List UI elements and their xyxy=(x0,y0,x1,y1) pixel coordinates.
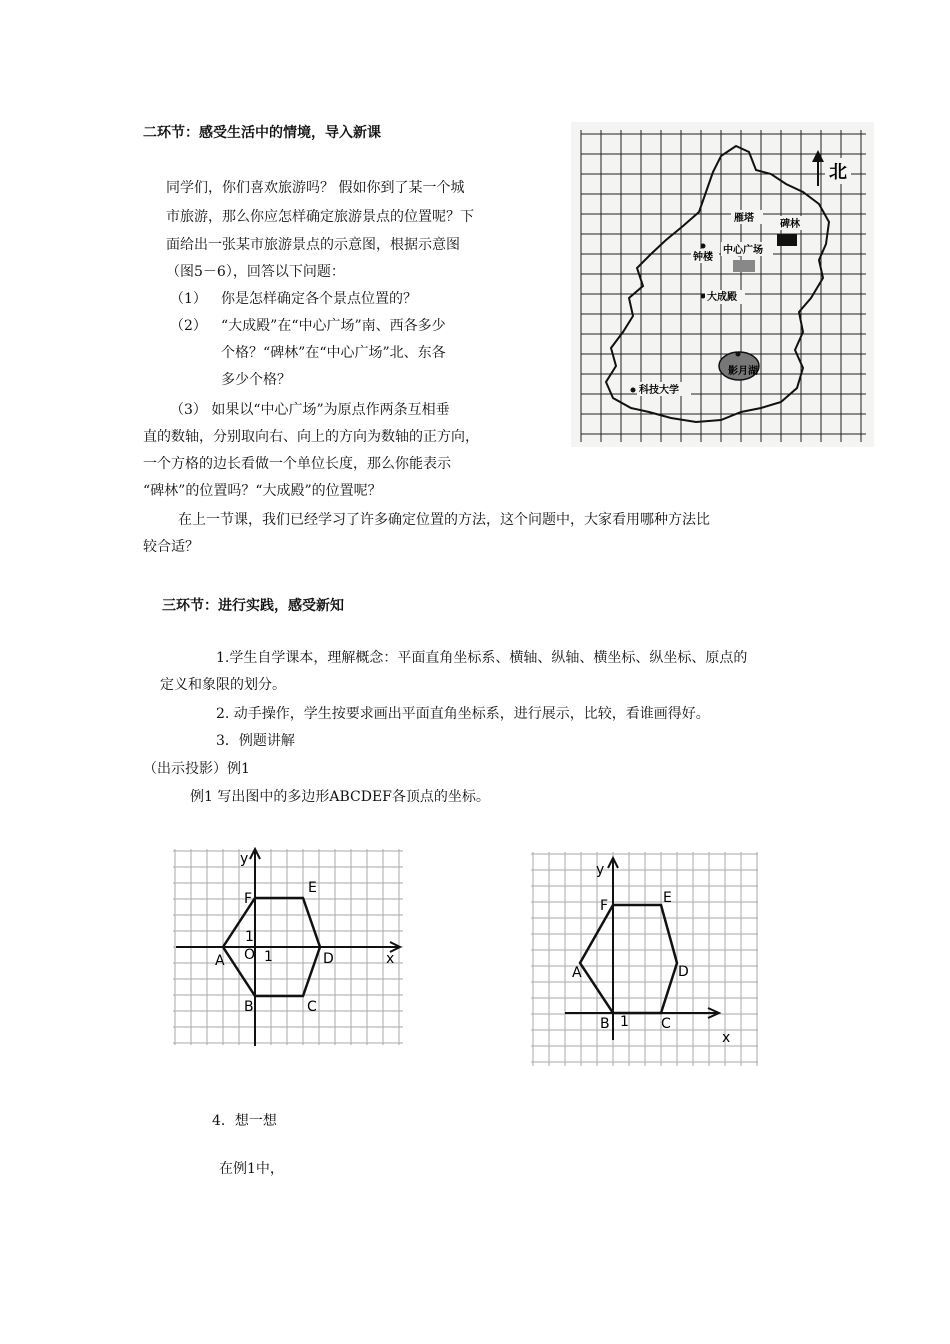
fig2-label-f: F xyxy=(600,898,609,914)
intro-line-3: 面给出一张某市旅游景点的示意图，根据示意图 xyxy=(166,237,460,253)
map-label-zhonglou: 钟楼 xyxy=(693,252,713,263)
map-label-dachengdian: 大成殿 xyxy=(707,292,737,303)
projection-note: （出示投影）例1 xyxy=(143,761,250,777)
fig1-label-unit-y: 1 xyxy=(245,929,254,945)
fig2-label-e: E xyxy=(663,890,672,906)
fig1-label-a: A xyxy=(215,953,225,969)
tourist-map xyxy=(571,122,874,447)
fig1-label-x: x xyxy=(386,951,395,967)
fig2-label-x: x xyxy=(722,1030,731,1046)
q2-number: （2） xyxy=(170,318,207,334)
center-square-marker xyxy=(733,260,755,272)
fig1-label-c: C xyxy=(307,999,317,1015)
fig2-label-a: A xyxy=(572,965,582,981)
fig1-label-origin: O xyxy=(244,947,256,963)
q3-line-2: 直的数轴，分别取向右、向上的方向为数轴的正方向， xyxy=(143,429,479,445)
fig1-label-b: B xyxy=(244,999,254,1015)
q2-line-3: 多少个格？ xyxy=(221,372,291,388)
map-label-yanta: 雁塔 xyxy=(734,213,754,224)
q1-number: （1） xyxy=(170,291,207,307)
beilin-marker xyxy=(777,234,797,246)
intro-line-2: 市旅游，那么你应怎样确定旅游景点的位置呢？下 xyxy=(166,209,474,225)
fig1-label-y: y xyxy=(240,851,249,867)
closing-line-1: 在上一节课，我们已经学习了许多确定位置的方法，这个问题中，大家看用哪种方法比 xyxy=(178,512,710,528)
fig2-label-b: B xyxy=(600,1016,610,1032)
map-north-label: 北 xyxy=(829,162,847,183)
q3-line-3: 一个方格的边长看做一个单位长度，那么你能表示 xyxy=(143,456,451,472)
fig2-label-y: y xyxy=(596,862,605,878)
fig2-label-d: D xyxy=(678,964,689,980)
section4-text: 在例1中， xyxy=(219,1161,284,1177)
closing-line-2: 较合适？ xyxy=(143,539,199,555)
item2-text: 2. 动手操作，学生按要求画出平面直角坐标系，进行展示，比较，看谁画得好。 xyxy=(216,706,710,722)
item1-line-1: 1.学生自学课本，理解概念：平面直角坐标系、横轴、纵轴、横坐标、纵坐标、原点的 xyxy=(216,650,748,666)
map-label-university: 科技大学 xyxy=(639,385,679,396)
section2-heading: 二环节：感受生活中的情境，导入新课 xyxy=(143,125,381,141)
map-label-center-square: 中心广场 xyxy=(723,245,763,256)
fig1-label-d: D xyxy=(323,951,334,967)
q3-line-1: （3） 如果以“中心广场”为原点作两条互相垂 xyxy=(170,402,450,418)
figure2-coordinate-grid xyxy=(530,850,760,1074)
q3-line-4: “碑林”的位置吗？“大成殿”的位置呢？ xyxy=(143,483,382,499)
q1-text: 你是怎样确定各个景点位置的？ xyxy=(221,291,417,307)
city-boundary xyxy=(606,146,829,422)
section4-heading: 4．想一想 xyxy=(212,1113,277,1129)
fig1-label-e: E xyxy=(308,880,317,896)
q2-line-1: “大成殿”在“中心广场”南、西各多少 xyxy=(221,318,446,334)
section3-heading: 三环节：进行实践，感受新知 xyxy=(162,598,344,614)
item1-line-2: 定义和象限的划分。 xyxy=(160,677,286,693)
intro-line-4: （图5－6），回答以下问题： xyxy=(166,264,345,280)
fig1-label-f: F xyxy=(244,891,253,907)
figure1-coordinate-grid xyxy=(168,843,413,1055)
example-prompt: 例1 写出图中的多边形ABCDEF各顶点的坐标。 xyxy=(190,789,490,805)
item3-text: 3．例题讲解 xyxy=(216,733,295,749)
fig2-label-c: C xyxy=(661,1016,671,1032)
q2-line-2: 个格？“碑林”在“中心广场”北、东各 xyxy=(221,345,446,361)
fig1-label-unit-x: 1 xyxy=(264,949,273,965)
fig2-label-unit-x: 1 xyxy=(620,1014,629,1030)
intro-line-1: 同学们，你们喜欢旅游吗？ 假如你到了某一个城 xyxy=(166,180,465,196)
map-label-beilin: 碑林 xyxy=(780,219,800,230)
map-label-lake: 影月湖 xyxy=(728,366,758,377)
